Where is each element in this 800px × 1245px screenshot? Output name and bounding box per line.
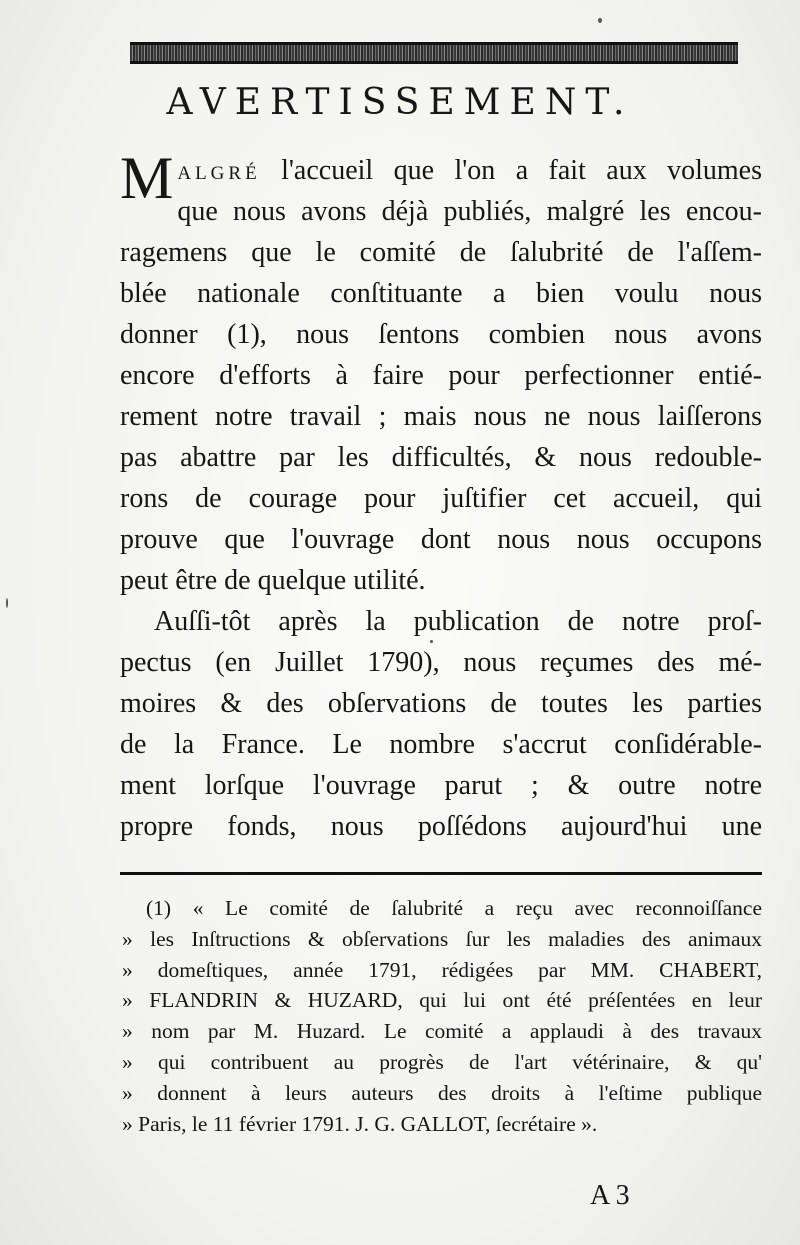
- text-line: Auſſi-tôt après la publication de notre proſ-: [154, 606, 762, 637]
- footnote-line: » FLANDRIN & HUZARD, qui lui ont été préſentées en leur: [122, 988, 762, 1013]
- text-line: moires & des obſervations de toutes les parties: [120, 688, 762, 719]
- text-line: rons de courage pour juſtifier cet accueil, qui: [120, 483, 762, 514]
- paper-speck: [430, 640, 433, 643]
- footnote-line: » donnent à leurs auteurs des droits à l'eſtime publique: [122, 1080, 762, 1105]
- text-line: rement notre travail ; mais nous ne nous laiſſerons: [120, 401, 762, 432]
- text-line: ment lorſque l'ouvrage parut ; & outre notre: [120, 770, 762, 801]
- main-text: [120, 145, 762, 847]
- footnote-line: » qui contribuent au progrès de l'art vétérinaire, & qu': [122, 1049, 762, 1074]
- text-line: pectus (en Juillet 1790), nous reçumes des mé-: [120, 647, 762, 678]
- footnote-line: (1) « Le comité de ſalubrité a reçu avec reconnoiſſance: [146, 896, 762, 920]
- text-line: encore d'efforts à faire pour perfectionner entié-: [120, 360, 762, 391]
- text-line-content: l'accueil que l'on a fait aux volumes: [260, 155, 762, 186]
- drop-cap: M: [120, 145, 174, 211]
- paper-speck: [598, 18, 602, 23]
- footnote-line: » domeſtiques, année 1791, rédigées par MM. CHABERT,: [122, 957, 762, 982]
- ornamental-header-rule: [130, 42, 738, 64]
- paper-speck: [6, 598, 8, 608]
- text-line: donner (1), nous ſentons combien nous avons: [120, 319, 762, 350]
- footnote-line: » nom par M. Huzard. Le comité a applaudi à des travaux: [122, 1019, 762, 1044]
- text-line: prouve que l'ouvrage dont nous nous occupons: [120, 524, 762, 555]
- smallcaps-word: ALGRÉ: [177, 163, 261, 184]
- text-line: blée nationale conſtituante a bien voulu nous: [120, 278, 762, 309]
- text-line: ragemens que le comité de ſalubrité de l'aſſem-: [120, 237, 762, 268]
- footnote-line: » Paris, le 11 février 1791. J. G. GALLOT, ſecrétaire ».: [122, 1111, 598, 1136]
- page-title: AVERTISSEMENT.: [166, 82, 634, 123]
- signature-mark: A 3: [590, 1180, 630, 1211]
- text-line: [120, 145, 762, 211]
- footnote-line: » les Inſtructions & obſervations ſur les maladies des animaux: [122, 926, 762, 951]
- text-line: que nous avons déjà publiés, malgré les encou-: [177, 196, 762, 227]
- text-line: peut être de quelque utilité.: [120, 565, 426, 596]
- text-line: pas abattre par les difficultés, & nous redouble-: [120, 442, 762, 473]
- footnote-divider: [120, 872, 762, 875]
- text-line: propre fonds, nous poſſédons aujourd'hui une: [120, 811, 762, 842]
- text-line: de la France. Le nombre s'accrut conſidérable-: [120, 729, 762, 760]
- footnote: [122, 893, 762, 1139]
